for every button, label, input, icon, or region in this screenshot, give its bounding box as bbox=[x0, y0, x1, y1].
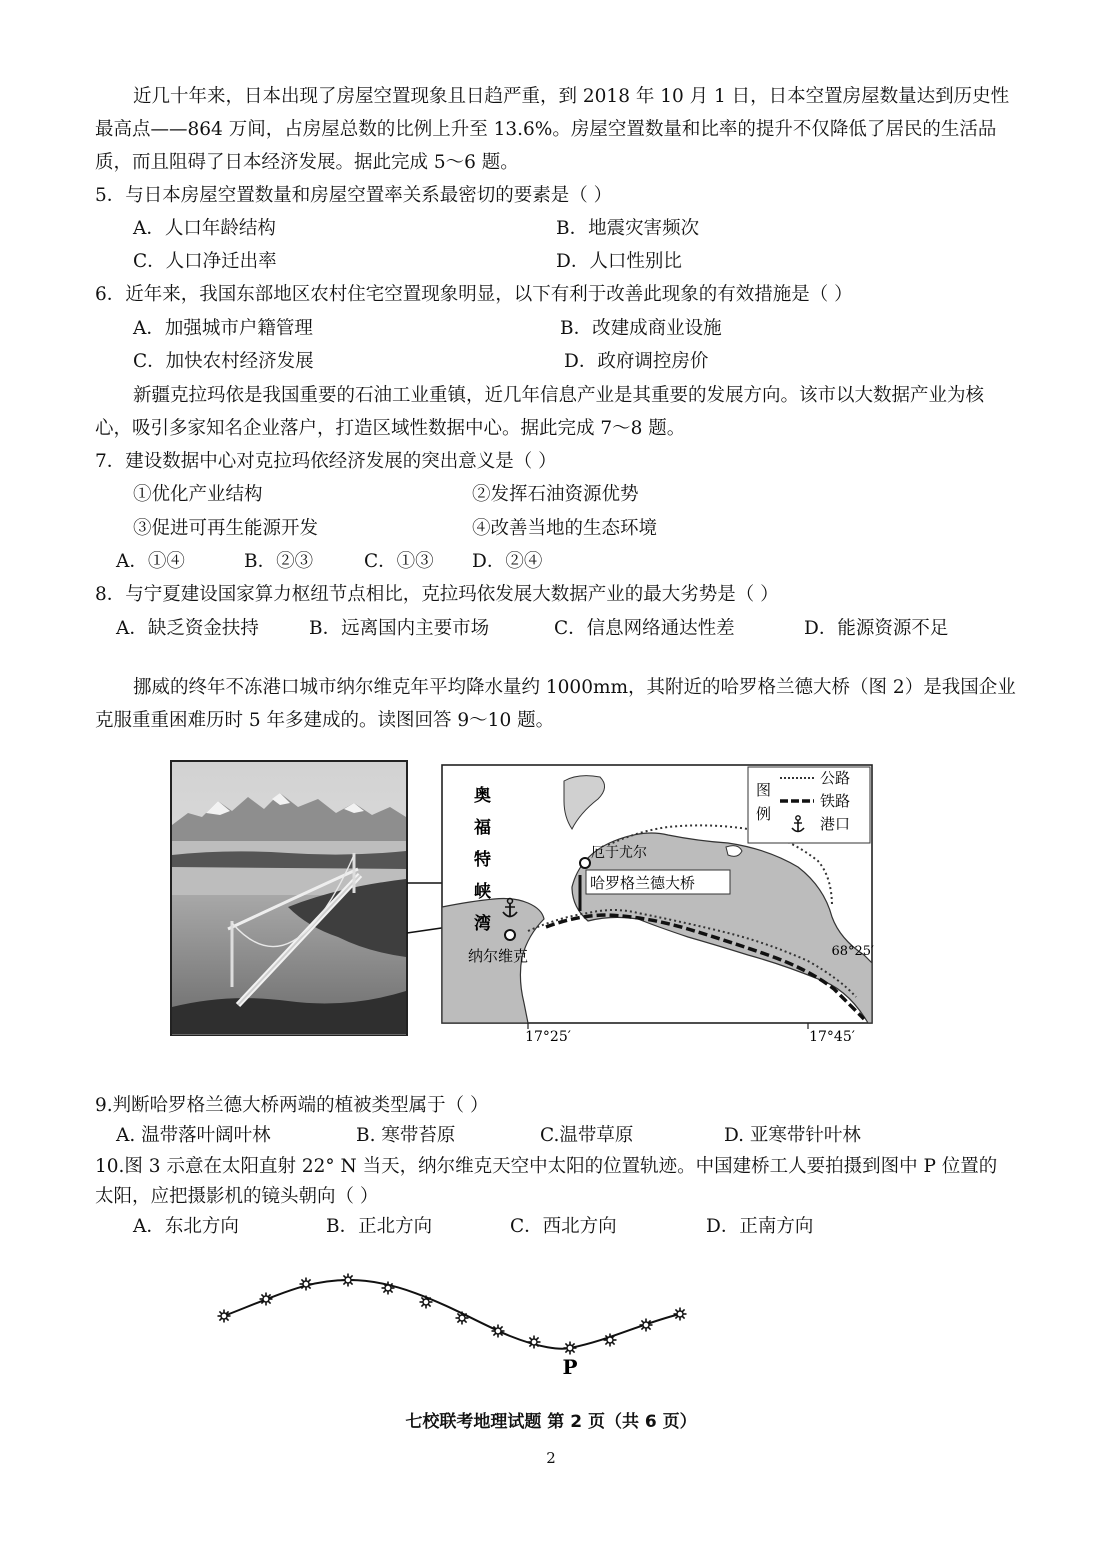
q10-option-b: B．正北方向 bbox=[326, 1216, 433, 1237]
q10-option-a: A．东北方向 bbox=[133, 1216, 239, 1237]
q6-stem: 6．近年来，我国东部地区农村住宅空置现象明显，以下有利于改善此现象的有效措施是（ ） bbox=[95, 284, 853, 305]
q7-statement-1: ①优化产业结构 bbox=[133, 484, 263, 505]
map-longitude-right-label: 17°45′ bbox=[809, 1029, 855, 1045]
fjord-char-5: 湾 bbox=[474, 914, 491, 934]
sun-p-label: P bbox=[562, 1355, 578, 1379]
legend-title-1: 图 bbox=[756, 781, 772, 799]
passage3-line2: 克服重重困难历时 5 年多建成的。读图回答 9～10 题。 bbox=[95, 710, 555, 731]
q10-stem-line2: 太阳，应把摄影机的镜头朝向（ ） bbox=[95, 1186, 379, 1207]
map-town-upper-marker bbox=[580, 858, 590, 868]
sun-marker bbox=[300, 1278, 313, 1291]
fjord-char-1: 奥 bbox=[474, 786, 491, 806]
sun-marker bbox=[640, 1319, 653, 1332]
q5-stem: 5．与日本房屋空置数量和房屋空置率关系最密切的要素是（ ） bbox=[95, 185, 613, 206]
q6-option-d: D．政府调控房价 bbox=[564, 351, 709, 372]
q8-option-d: D．能源资源不足 bbox=[804, 618, 949, 639]
sun-marker bbox=[218, 1310, 231, 1323]
passage2-line1: 新疆克拉玛依是我国重要的石油工业重镇，近几年信息产业是其重要的发展方向。该市以大数据产业为核 bbox=[133, 385, 985, 406]
sun-marker bbox=[564, 1342, 577, 1355]
legend-port-label: 港口 bbox=[820, 815, 851, 833]
q7-statement-4: ④改善当地的生态环境 bbox=[472, 518, 658, 539]
q7-statement-3: ③促进可再生能源开发 bbox=[133, 518, 319, 539]
map-narvik-label: 纳尔维克 bbox=[468, 947, 529, 965]
q7-option-a: A．①④ bbox=[116, 551, 185, 572]
sun-marker bbox=[420, 1296, 433, 1309]
map-lake bbox=[726, 846, 742, 857]
sun-marker bbox=[382, 1282, 395, 1295]
q8-option-b: B．远离国内主要市场 bbox=[309, 618, 490, 639]
sun-marker bbox=[260, 1293, 273, 1306]
q5-option-b: B．地震灾害频次 bbox=[556, 218, 700, 239]
passage1-line3: 质，而且阻碍了日本经济发展。据此完成 5～6 题。 bbox=[95, 152, 519, 173]
q7-stem: 7．建设数据中心对克拉玛依经济发展的突出意义是（ ） bbox=[95, 451, 557, 472]
figure-3-sun-path bbox=[210, 1268, 700, 1380]
footer-page-number: 2 bbox=[546, 1449, 556, 1467]
q5-option-d: D．人口性别比 bbox=[556, 251, 682, 272]
sun-position-markers bbox=[218, 1274, 687, 1355]
figure-2 bbox=[168, 757, 880, 1049]
q8-option-a: A．缺乏资金扶持 bbox=[116, 618, 259, 639]
q8-stem: 8．与宁夏建设国家算力枢纽节点相比，克拉玛依发展大数据产业的最大劣势是（ ） bbox=[95, 584, 779, 605]
q6-option-a: A．加强城市户籍管理 bbox=[133, 318, 313, 339]
q7-option-c: C．①③ bbox=[364, 551, 434, 572]
q9-stem: 9.判断哈罗格兰德大桥两端的植被类型属于（ ） bbox=[95, 1095, 489, 1116]
fjord-char-4: 峡 bbox=[474, 882, 491, 902]
sun-marker bbox=[528, 1336, 541, 1349]
q10-option-d: D．正南方向 bbox=[706, 1216, 814, 1237]
map-bridge-label: 哈罗格兰德大桥 bbox=[590, 874, 696, 892]
q6-option-c: C．加快农村经济发展 bbox=[133, 351, 314, 372]
map-longitude-left-label: 17°25′ bbox=[525, 1029, 571, 1045]
q5-option-c: C．人口净迁出率 bbox=[133, 251, 277, 272]
q10-stem-line1: 10.图 3 示意在太阳直射 22° N 当天，纳尔维克天空中太阳的位置轨迹。中国建桥工人要拍摄到图中 P 位置的 bbox=[95, 1156, 998, 1177]
q9-option-a: A. 温带落叶阔叶林 bbox=[116, 1125, 271, 1146]
q10-option-c: C．西北方向 bbox=[510, 1216, 617, 1237]
passage1-line1: 近几十年来，日本出现了房屋空置现象且日趋严重，到 2018 年 10 月 1 日，日本空置房屋数量达到历史性 bbox=[133, 86, 1010, 107]
q5-option-a: A．人口年龄结构 bbox=[133, 218, 276, 239]
passage3-line1: 挪威的终年不冻港口城市纳尔维克年平均降水量约 1000mm，其附近的哈罗格兰德大桥（图 2）是我国企业 bbox=[133, 677, 1016, 698]
footer-title: 七校联考地理试题 第 2 页（共 6 页） bbox=[405, 1412, 697, 1432]
q6-option-b: B．改建成商业设施 bbox=[560, 318, 722, 339]
sun-marker bbox=[342, 1274, 355, 1287]
location-map bbox=[442, 765, 874, 1045]
map-narvik-marker bbox=[505, 930, 515, 940]
bridge-photo bbox=[171, 761, 407, 1035]
passage2-line2: 心，吸引多家知名企业落户，打造区域性数据中心。据此完成 7～8 题。 bbox=[95, 418, 686, 439]
sun-marker bbox=[456, 1312, 469, 1325]
fjord-char-3: 特 bbox=[474, 850, 491, 870]
legend-road-label: 公路 bbox=[820, 769, 851, 787]
sun-marker bbox=[674, 1308, 687, 1321]
legend-rail-label: 铁路 bbox=[820, 792, 851, 810]
q7-option-d: D．②④ bbox=[472, 551, 543, 572]
sun-marker bbox=[604, 1334, 617, 1347]
q7-option-b: B．②③ bbox=[244, 551, 314, 572]
q7-statement-2: ②发挥石油资源优势 bbox=[472, 484, 639, 505]
legend-title-2: 例 bbox=[756, 805, 772, 823]
q9-option-c: C.温带草原 bbox=[540, 1125, 634, 1146]
map-town-upper-label: 厄于尤尔 bbox=[591, 845, 647, 861]
fjord-char-2: 福 bbox=[474, 818, 491, 838]
map-latitude-label: 68°25′ bbox=[831, 944, 874, 959]
q9-option-d: D. 亚寒带针叶林 bbox=[724, 1125, 861, 1146]
sun-marker bbox=[492, 1325, 505, 1338]
passage1-line2: 最高点——864 万间，占房屋总数的比例上升至 13.6%。房屋空置数量和比率的提升不仅降低了居民的生活品 bbox=[95, 119, 997, 140]
q8-option-c: C．信息网络通达性差 bbox=[554, 618, 735, 639]
q9-option-b: B. 寒带苔原 bbox=[356, 1125, 456, 1146]
